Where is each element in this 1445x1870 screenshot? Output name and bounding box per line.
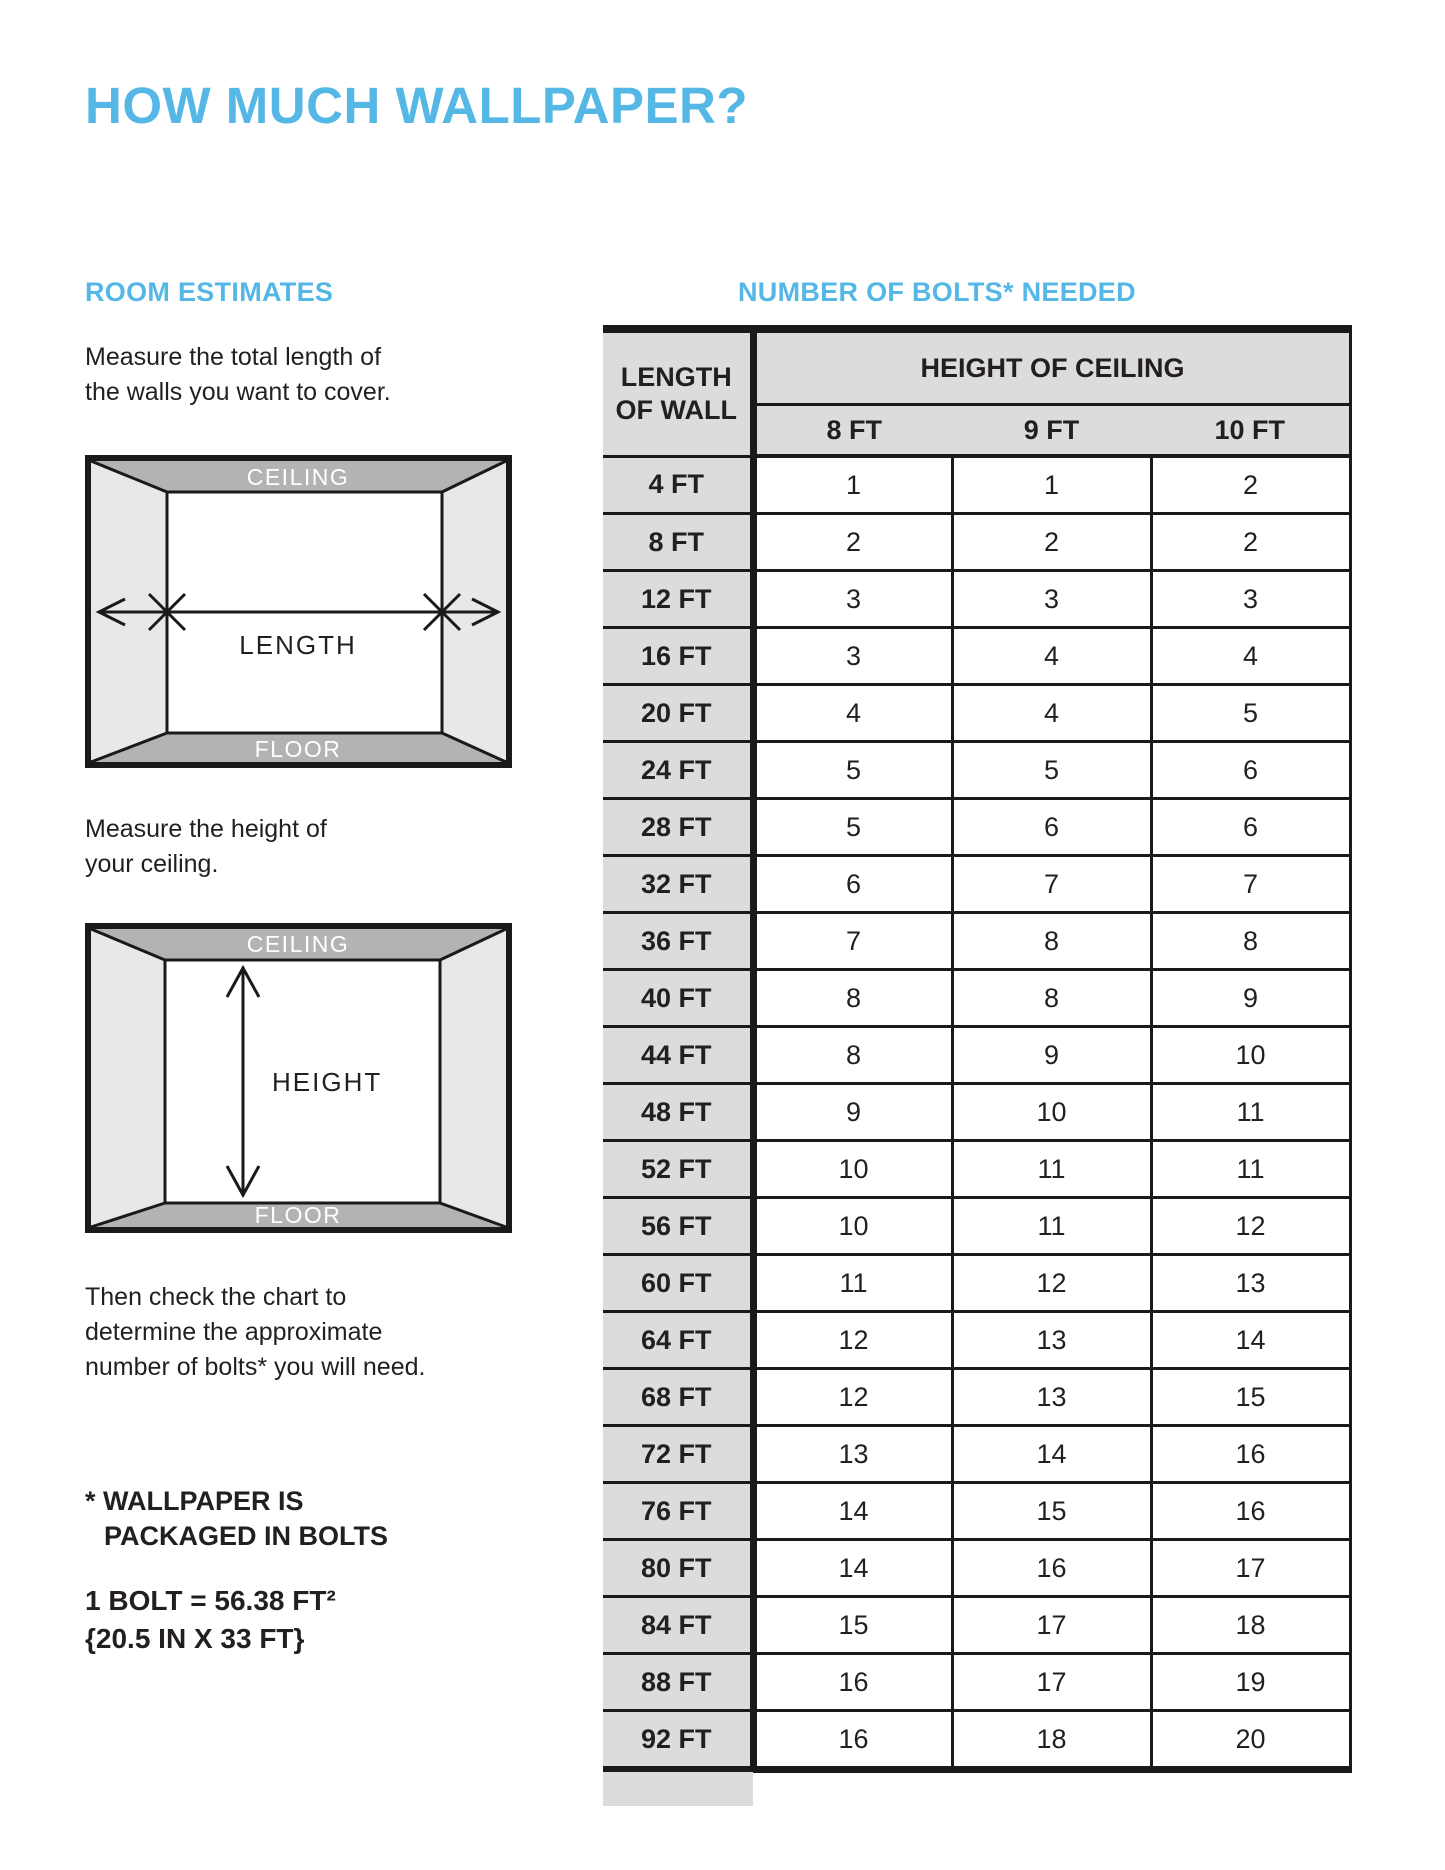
bolt-count-cell: 12: [952, 1255, 1151, 1312]
wall-length-label: 68 FT: [603, 1369, 753, 1426]
table-row: [603, 1312, 1350, 1369]
bolt-count-cell: 6: [1151, 799, 1350, 856]
wall-length-label: 80 FT: [603, 1540, 753, 1597]
col-header-9ft: 9 FT: [952, 405, 1151, 457]
bolt-count-cell: 10: [1151, 1027, 1350, 1084]
table-footer-stub: [603, 1772, 753, 1806]
wall-length-label: 24 FT: [603, 742, 753, 799]
wall-length-label: 48 FT: [603, 1084, 753, 1141]
bolt-count-cell: 3: [1151, 571, 1350, 628]
instruction-line: Measure the total length of: [85, 343, 382, 371]
instruction-line: your ceiling.: [85, 850, 219, 878]
bolt-count-cell: 16: [952, 1540, 1151, 1597]
bolt-count-cell: 7: [1151, 856, 1350, 913]
footnote-line: * WALLPAPER IS: [85, 1486, 304, 1516]
bolt-count-cell: 12: [1151, 1198, 1350, 1255]
wall-length-label: 20 FT: [603, 685, 753, 742]
bolt-count-cell: 5: [952, 742, 1151, 799]
floor-label: FLOOR: [254, 1202, 342, 1228]
wall-length-label: 4 FT: [603, 456, 753, 514]
bolt-count-cell: 1: [952, 456, 1151, 514]
bolt-count-cell: 14: [1151, 1312, 1350, 1369]
table-row: [603, 1027, 1350, 1084]
wall-length-label: 28 FT: [603, 799, 753, 856]
instruction-line: determine the approximate: [85, 1318, 383, 1346]
table-row: [603, 799, 1350, 856]
bolt-count-cell: 10: [753, 1141, 952, 1198]
instruction-line: number of bolts* you will need.: [85, 1353, 426, 1381]
table-row: [603, 1141, 1350, 1198]
bolt-count-cell: 9: [753, 1084, 952, 1141]
instruction-line: Then check the chart to: [85, 1283, 347, 1311]
table-row: [603, 1369, 1350, 1426]
bolt-count-cell: 4: [952, 628, 1151, 685]
bolt-count-cell: 3: [952, 571, 1151, 628]
bolt-count-cell: 16: [753, 1654, 952, 1711]
table-row: [603, 970, 1350, 1027]
bolt-count-cell: 11: [952, 1141, 1151, 1198]
table-row: [603, 571, 1350, 628]
bolt-count-cell: 10: [753, 1198, 952, 1255]
bolt-count-cell: 5: [1151, 685, 1350, 742]
row-axis-header: [603, 329, 753, 456]
ceiling-label: CEILING: [246, 931, 350, 957]
bolt-count-cell: 17: [952, 1654, 1151, 1711]
length-label: LENGTH: [239, 630, 357, 660]
room-height-diagram: [85, 923, 512, 1233]
page-title: HOW MUCH WALLPAPER?: [85, 77, 748, 134]
bolt-footnote: [85, 1484, 388, 1554]
table-row: [603, 1654, 1350, 1711]
bolt-count-cell: 11: [952, 1198, 1151, 1255]
table-row: [603, 856, 1350, 913]
table-row: [603, 1711, 1350, 1770]
wall-length-label: 76 FT: [603, 1483, 753, 1540]
wall-length-label: 8 FT: [603, 514, 753, 571]
table-row: [603, 1084, 1350, 1141]
bolt-count-cell: 17: [1151, 1540, 1350, 1597]
bolt-count-cell: 16: [1151, 1426, 1350, 1483]
bolt-count-cell: 16: [1151, 1483, 1350, 1540]
row-axis-header-line: OF WALL: [615, 394, 737, 425]
bolt-count-cell: 8: [952, 970, 1151, 1027]
bolt-count-cell: 3: [753, 628, 952, 685]
wall-length-label: 12 FT: [603, 571, 753, 628]
bolt-count-cell: 15: [952, 1483, 1151, 1540]
bolt-count-cell: 9: [1151, 970, 1350, 1027]
wall-length-label: 40 FT: [603, 970, 753, 1027]
bolt-count-cell: 11: [1151, 1084, 1350, 1141]
bolt-count-cell: 2: [1151, 514, 1350, 571]
wall-length-label: 56 FT: [603, 1198, 753, 1255]
floor-label: FLOOR: [254, 736, 342, 762]
bolt-count-cell: 13: [952, 1312, 1151, 1369]
wall-length-label: 72 FT: [603, 1426, 753, 1483]
bolt-count-cell: 4: [952, 685, 1151, 742]
bolt-count-cell: 19: [1151, 1654, 1350, 1711]
bolt-count-cell: 9: [952, 1027, 1151, 1084]
bolt-count-cell: 13: [952, 1369, 1151, 1426]
table-row: [603, 742, 1350, 799]
bolt-count-cell: 4: [753, 685, 952, 742]
bolt-count-cell: 13: [1151, 1255, 1350, 1312]
bolt-count-cell: 2: [753, 514, 952, 571]
table-row: [603, 1255, 1350, 1312]
table-row: [603, 685, 1350, 742]
bolt-count-cell: 13: [753, 1426, 952, 1483]
footnote-line: PACKAGED IN BOLTS: [104, 1521, 389, 1551]
column-axis-header: HEIGHT OF CEILING: [753, 329, 1350, 405]
table-row: [603, 913, 1350, 970]
bolt-count-cell: 10: [952, 1084, 1151, 1141]
bolt-count-cell: 18: [952, 1711, 1151, 1770]
height-label: HEIGHT: [272, 1067, 383, 1097]
instruction-line: the walls you want to cover.: [85, 378, 391, 406]
wall-length-label: 36 FT: [603, 913, 753, 970]
bolt-count-cell: 18: [1151, 1597, 1350, 1654]
bolt-count-cell: 14: [952, 1426, 1151, 1483]
bolt-count-cell: 8: [952, 913, 1151, 970]
left-wall-surface: [91, 929, 165, 1227]
wall-length-label: 52 FT: [603, 1141, 753, 1198]
room-estimates-heading: ROOM ESTIMATES: [85, 277, 334, 307]
col-header-10ft: 10 FT: [1151, 405, 1350, 457]
row-axis-header-line: LENGTH: [620, 361, 732, 392]
bolt-count-cell: 12: [753, 1369, 952, 1426]
table-row: [603, 1198, 1350, 1255]
bolt-count-cell: 6: [952, 799, 1151, 856]
table-row: [603, 1483, 1350, 1540]
bolt-count-cell: 7: [753, 913, 952, 970]
wall-length-label: 84 FT: [603, 1597, 753, 1654]
bolt-count-cell: 11: [1151, 1141, 1350, 1198]
bolt-count-cell: 15: [753, 1597, 952, 1654]
bolt-count-cell: 2: [1151, 456, 1350, 514]
instruction-line: Measure the height of: [85, 815, 327, 843]
room-length-diagram: [85, 455, 512, 768]
bolts-needed-heading: NUMBER OF BOLTS* NEEDED: [738, 277, 1136, 307]
bolt-count-cell: 8: [753, 970, 952, 1027]
bolt-count-cell: 6: [753, 856, 952, 913]
bolt-size-line: 1 BOLT = 56.38 FT²: [85, 1585, 336, 1616]
bolt-size-info: [85, 1582, 336, 1658]
bolt-count-cell: 20: [1151, 1711, 1350, 1770]
bolt-count-cell: 14: [753, 1483, 952, 1540]
bolt-count-cell: 1: [753, 456, 952, 514]
instruction-measure-height: [85, 812, 525, 882]
instruction-measure-length: [85, 340, 525, 410]
wall-length-label: 64 FT: [603, 1312, 753, 1369]
bolt-count-cell: 8: [753, 1027, 952, 1084]
wall-length-label: 60 FT: [603, 1255, 753, 1312]
bolt-count-cell: 3: [753, 571, 952, 628]
bolt-size-line: {20.5 IN X 33 FT}: [85, 1623, 305, 1654]
instruction-check-chart: [85, 1280, 525, 1385]
wall-length-label: 16 FT: [603, 628, 753, 685]
table-row: [603, 514, 1350, 571]
bolt-count-cell: 15: [1151, 1369, 1350, 1426]
bolt-count-cell: 5: [753, 799, 952, 856]
bolt-count-cell: 16: [753, 1711, 952, 1770]
table-row: [603, 1597, 1350, 1654]
table-row: [603, 628, 1350, 685]
ceiling-label: CEILING: [246, 464, 350, 490]
bolt-count-cell: 4: [1151, 628, 1350, 685]
bolt-count-cell: 5: [753, 742, 952, 799]
table-row: [603, 1540, 1350, 1597]
bolts-needed-table: [603, 325, 1352, 1773]
wall-length-label: 44 FT: [603, 1027, 753, 1084]
right-wall-surface: [440, 929, 506, 1227]
bolt-count-cell: 14: [753, 1540, 952, 1597]
bolt-count-cell: 17: [952, 1597, 1151, 1654]
bolt-table-body: [603, 456, 1350, 1770]
bolt-count-cell: 2: [952, 514, 1151, 571]
bolt-count-cell: 7: [952, 856, 1151, 913]
bolt-count-cell: 6: [1151, 742, 1350, 799]
wall-length-label: 92 FT: [603, 1711, 753, 1770]
table-row: [603, 1426, 1350, 1483]
table-row: [603, 456, 1350, 514]
col-header-8ft: 8 FT: [753, 405, 952, 457]
bolt-count-cell: 12: [753, 1312, 952, 1369]
wall-length-label: 88 FT: [603, 1654, 753, 1711]
bolt-count-cell: 11: [753, 1255, 952, 1312]
wall-length-label: 32 FT: [603, 856, 753, 913]
bolt-count-cell: 8: [1151, 913, 1350, 970]
